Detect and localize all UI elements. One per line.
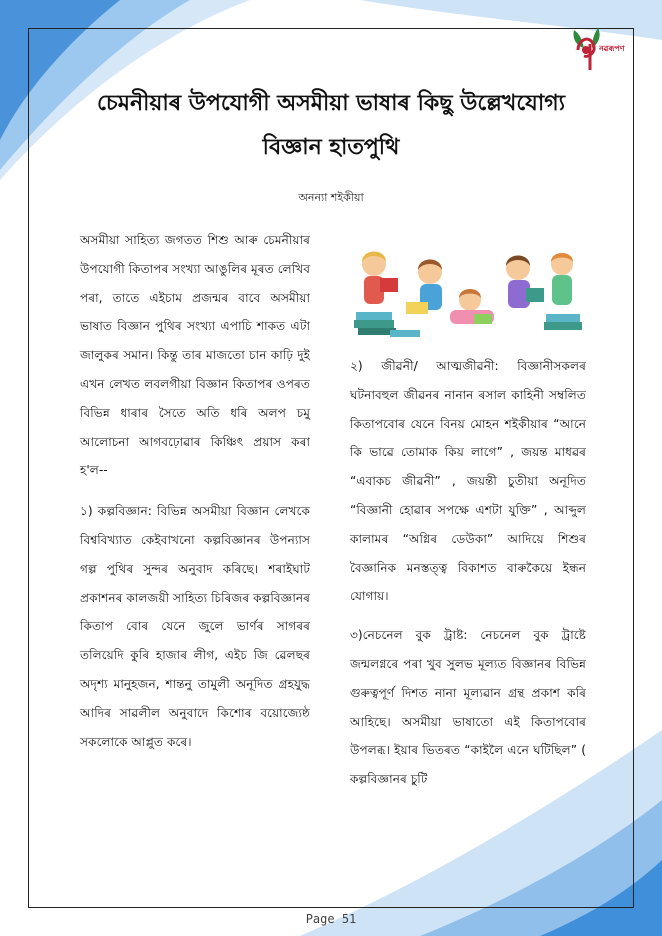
biography-paragraph: ২) জীৱনী/ আত্মজীৱনী: বিজ্ঞানীসকলৰ ঘটনাবহুল জীৱনৰ নানান ৰসাল কাহিনী সম্বলিত কিতাপবোৰ যেনে বিনয় মোহন শইকীয়াৰ “আনে কি ভাৱে তোমাক কিয় লাগে” , জয়ন্ত মাধৱৰ “এবাকচ জীৱনী” , জয়ন্তী চুতীয়া অনূদিত “বিজ্ঞানী হোৱাৰ সপক্ষে এশটা যুক্তি” , আব্দুল কালামৰ “অগ্নিৰ ডেউকা” আদিয়ে শিশুৰ বৈজ্ঞানিক মনস্তত্ত্ব বিকাশত বাৰুকৈয়ে ইন্ধন যোগায়। (350, 359, 586, 604)
page-title-line2: বিজ্ঞান হাতপুথি (262, 135, 400, 160)
left-column (80, 226, 310, 756)
children-reading-illustration (350, 242, 586, 342)
right-column (350, 352, 586, 794)
science-fiction-paragraph: ১) কল্পবিজ্ঞান: বিভিন্ন অসমীয়া বিজ্ঞান লেখকে বিশ্ববিখ্যাত কেইবাখনো কল্পবিজ্ঞানৰ উপন্যাস গল্প পুথিৰ সুন্দৰ অনুবাদ কৰিছে। শৰাইঘাট প্ৰকাশনৰ কালজয়ী সাহিত্য চিৰিজৰ কল্পবিজ্ঞানৰ কিতাপ বোৰ যেনে জুলে ভাৰ্ণৰ সাগৰৰ তলিয়েদি কুৰি হাজাৰ লীগ, এইচ জি ৱেলছৰ অদৃশ্য মানুহজন, শান্তনু তামুলী অনূদিত গ্ৰহযুদ্ধ আদিৰ সাৱলীল অনুবাদে কিশোৰ বয়োজ্যেষ্ঠ সকলোকে আপ্লুত কৰে। (80, 504, 310, 749)
author-name: অনন্যা শইকীয়া (298, 191, 364, 204)
intro-paragraph: অসমীয়া সাহিত্য জগতত শিশু আৰু চেমনীয়াৰ উপযোগী কিতাপৰ সংখ্যা আঙুলিৰ মূৰত লেখিব পৰা, তাতে এইচাম প্ৰজন্মৰ বাবে অসমীয়া ভাষাত বিজ্ঞান পুথিৰ সংখ্যা এপাচি শাকত এটা জালুকৰ সমান। কিন্তু তাৰ মাজতো চান কাঢ়ি দুই এখন লেখত লবলগীয়া বিজ্ঞান কিতাপৰ ওপৰত বিভিন্ন ধাৰাৰ সৈতে অতি ধৰি অলপ চমু আলোচনা আগবঢ়োৱাৰ কিঞ্চিৎ প্ৰয়াস কৰা হ'ল-- (80, 233, 310, 478)
nbt-paragraph: ৩)নেচনেল বুক ট্ৰাষ্ট: নেচনেল বুক ট্ৰাষ্টে জন্মলগ্নৰে পৰা খুব সুলভ মূল্যত বিজ্ঞানৰ বিভিন্ন গুৰুত্বপূৰ্ণ দিশত নানা মূল্যৱান গ্ৰন্থ প্ৰকাশ কৰি আহিছে। অসমীয়া ভাষাতো এই কিতাপবোৰ উপলব্ধ। ইয়াৰ ভিতৰত “কাইলৈ এনে ঘটিছিল” ( কল্পবিজ্ঞানৰ চুটি (350, 628, 586, 787)
page-title-line1: চেমনীয়াৰ উপযোগী অসমীয়া ভাষাৰ কিছু উল্লেখযোগ্য (96, 91, 566, 116)
page-number: Page 51 (305, 912, 357, 926)
logo-text: নৱৰূপণ (599, 44, 625, 53)
